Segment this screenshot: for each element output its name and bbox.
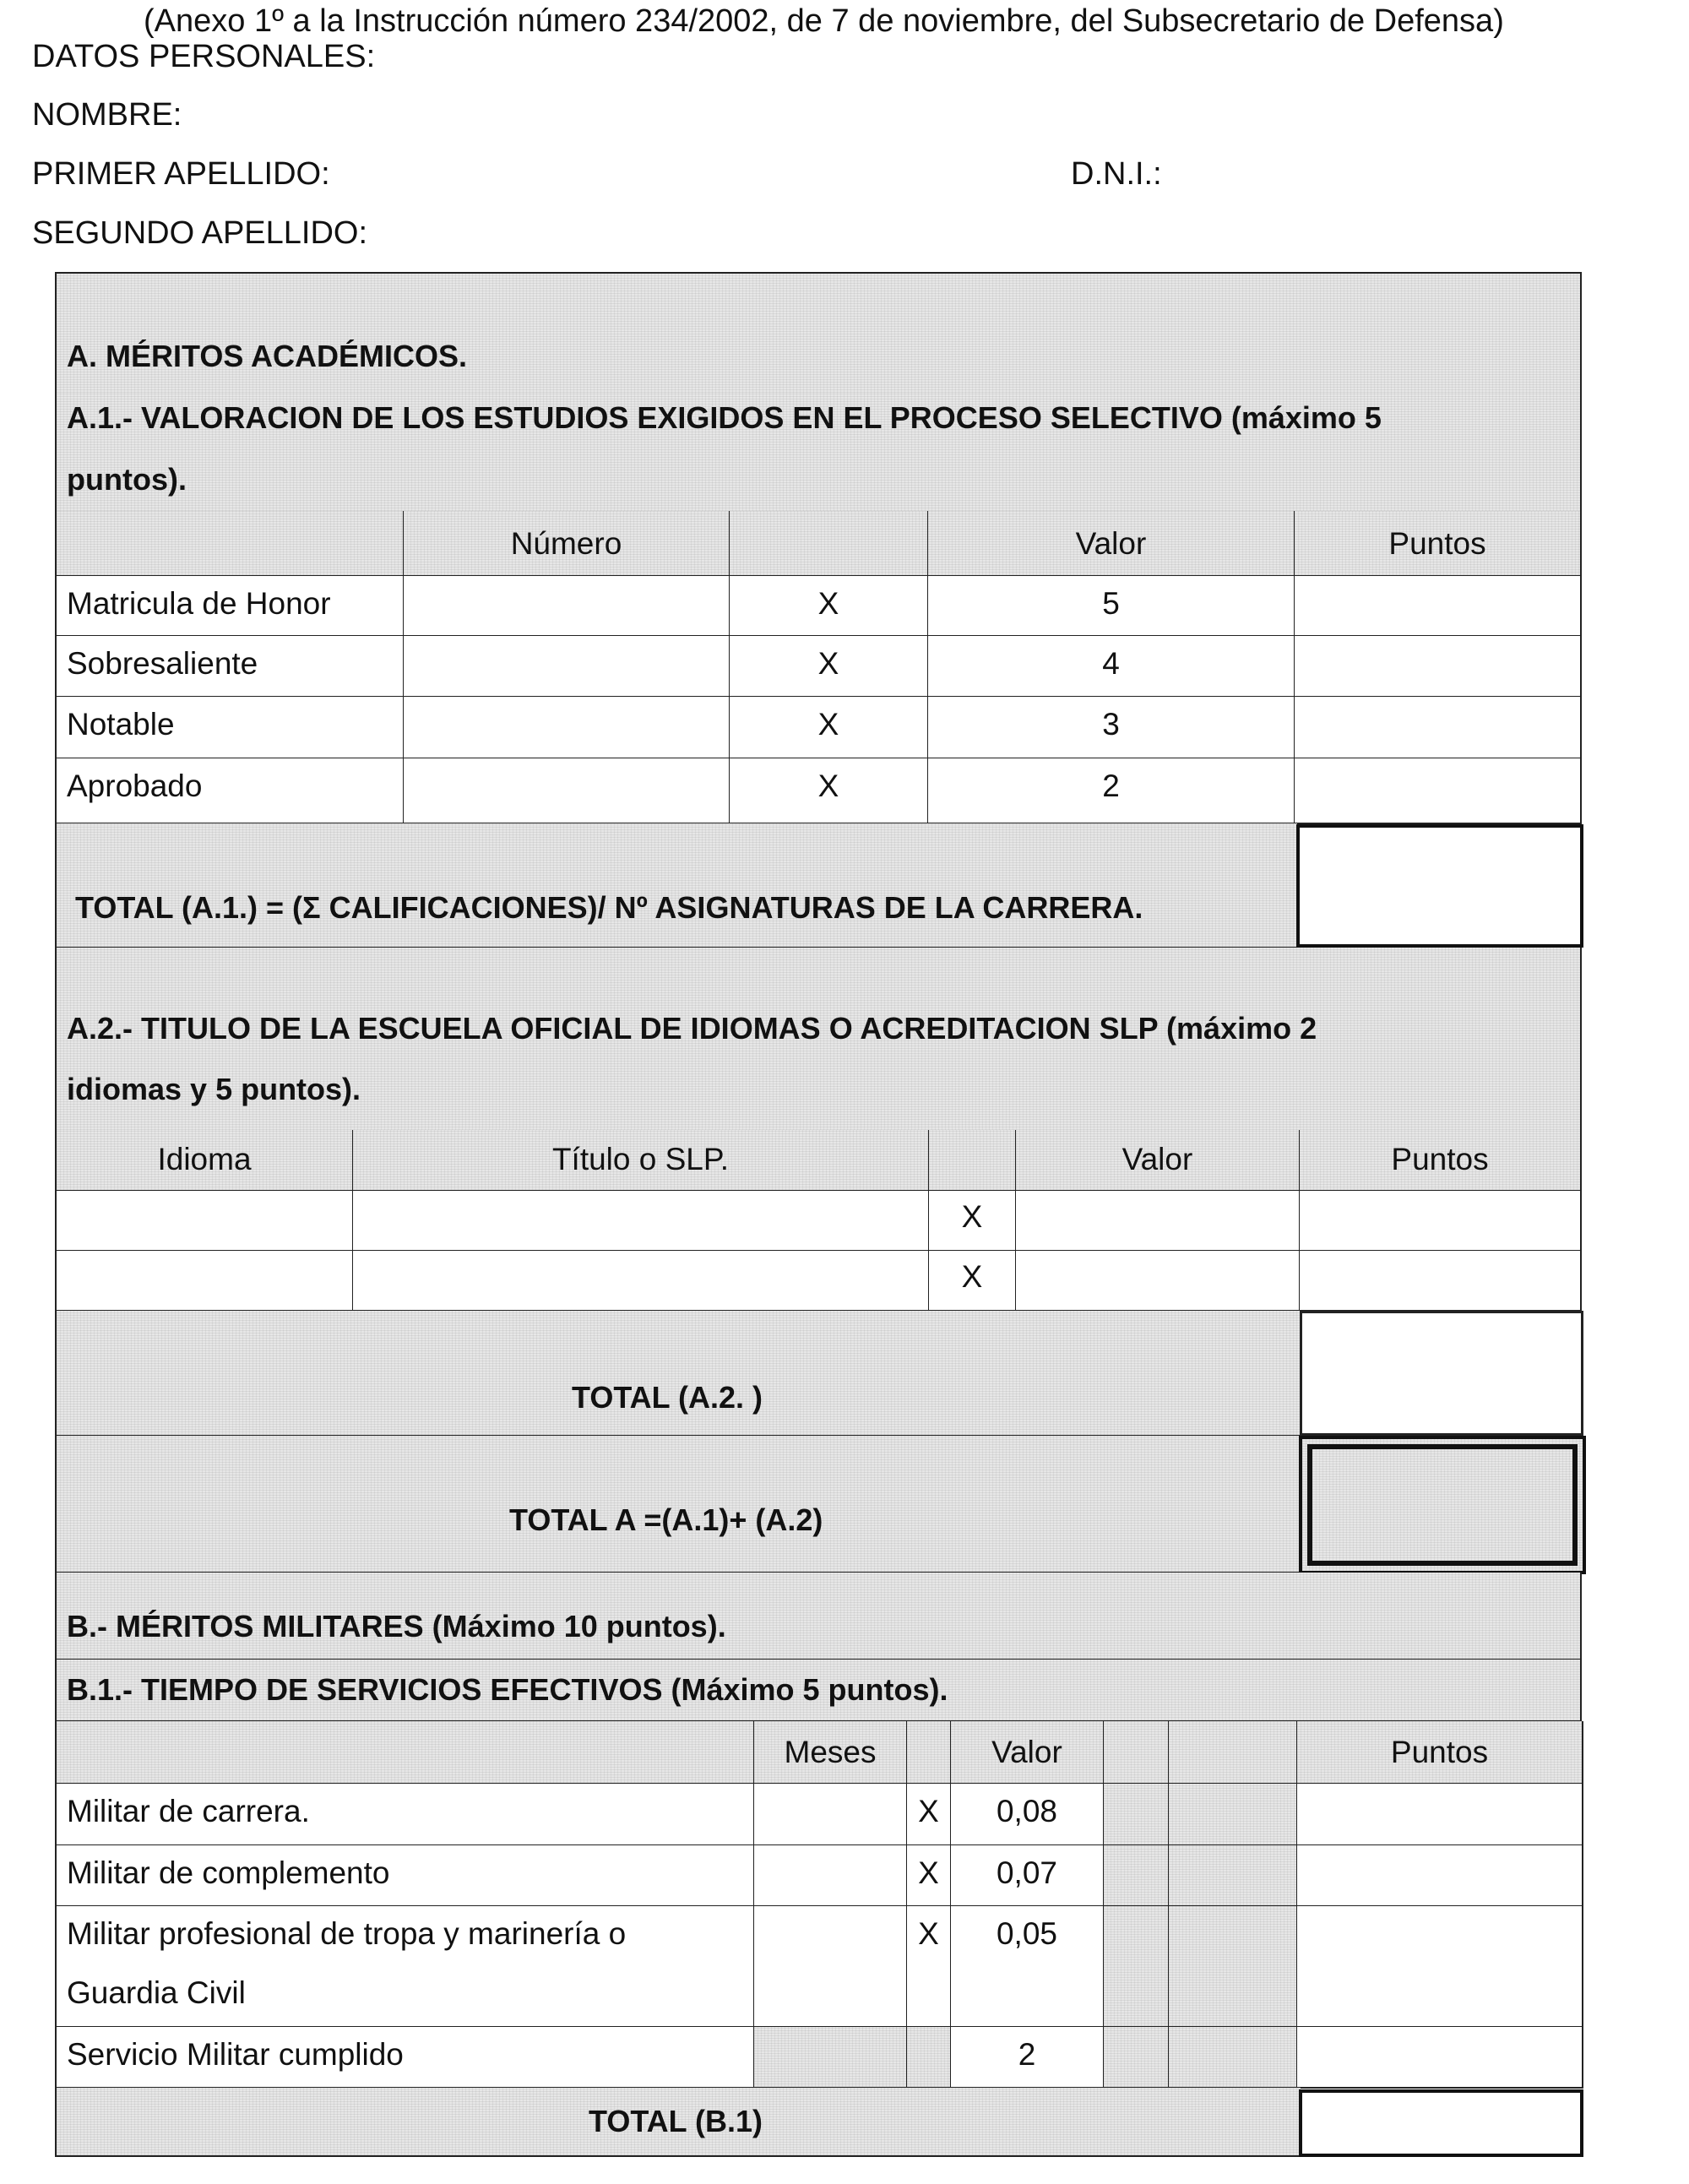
b1-col-valor: Valor [951, 1721, 1105, 1785]
valor: 0,08 [996, 1794, 1057, 1828]
puntos-input[interactable] [1297, 1784, 1583, 1846]
row-label-line2: Guardia Civil [67, 1975, 246, 2010]
multiply-x: X [817, 646, 839, 681]
a1-col-valor: Valor [928, 511, 1295, 577]
b1-total-label: TOTAL (B.1) [589, 2104, 763, 2138]
valor: 2 [1102, 769, 1120, 803]
titulo-input[interactable] [353, 1251, 930, 1312]
multiply-x: X [918, 1916, 939, 1951]
valor: 2 [1018, 2037, 1036, 2072]
a2-col-titulo: Título o SLP. [353, 1130, 930, 1192]
a1-title-line2: puntos). [67, 462, 187, 497]
a2-header [55, 948, 1582, 1132]
row-label: Militar de carrera. [67, 1794, 310, 1828]
shaded-cell [1104, 1845, 1170, 1907]
b1-col-blank-2 [1169, 1721, 1298, 1785]
segundo-apellido-label: SEGUNDO APELLIDO: [32, 215, 368, 251]
puntos-input[interactable] [1295, 636, 1582, 698]
b1-col-x [907, 1721, 952, 1785]
total-a-value-outer [1299, 1436, 1586, 1574]
valor-input[interactable] [1016, 1191, 1301, 1252]
meses-input[interactable] [754, 1845, 908, 1907]
a1-col-puntos: Puntos [1295, 511, 1582, 577]
numero-input[interactable] [404, 758, 730, 824]
section-b-header [55, 1573, 1582, 1660]
a1-total-value[interactable] [1296, 824, 1583, 948]
puntos-input[interactable] [1295, 697, 1582, 759]
valor: 0,05 [996, 1916, 1057, 1951]
idioma-input[interactable] [55, 1251, 354, 1312]
puntos-input[interactable] [1300, 1191, 1582, 1252]
shaded-cell [1104, 2027, 1170, 2089]
section-a-title: A. MÉRITOS ACADÉMICOS. [67, 339, 468, 373]
row-label-line1: Militar profesional de tropa y marinería o [67, 1916, 627, 1951]
dni-label: D.N.I.: [1071, 156, 1162, 192]
annex-note: (Anexo 1º a la Instrucción número 234/2002, de 7 de noviembre, del Subsecretario de Defensa) [144, 3, 1504, 39]
puntos-input[interactable] [1297, 1845, 1583, 1907]
valor: 3 [1102, 707, 1120, 742]
a1-total-label-cell [55, 823, 1297, 948]
valor-input[interactable] [1016, 1251, 1301, 1312]
puntos-input[interactable] [1295, 576, 1582, 637]
shaded-cell [1169, 1784, 1298, 1846]
total-a-value[interactable] [1307, 1444, 1578, 1566]
nombre-label: NOMBRE: [32, 97, 182, 133]
a2-total-label-cell [55, 1311, 1301, 1437]
titulo-input[interactable] [353, 1191, 930, 1252]
shaded-cell [1169, 1845, 1298, 1907]
a2-col-puntos: Puntos [1300, 1130, 1582, 1192]
b1-col-blank-1 [1104, 1721, 1170, 1785]
row-label: Servicio Militar cumplido [67, 2037, 404, 2072]
shaded-cell [1169, 1906, 1298, 2028]
a1-header [55, 393, 1582, 513]
multiply-x: X [817, 586, 839, 621]
multiply-x: X [918, 1855, 939, 1890]
a2-title-line1: A.2.- TITULO DE LA ESCUELA OFICIAL DE IDIOMAS O ACREDITACION SLP (máximo 2 [67, 1011, 1317, 1046]
numero-input[interactable] [404, 576, 730, 637]
row-label: Notable [67, 707, 175, 742]
puntos-input[interactable] [1300, 1251, 1582, 1312]
row-label: Sobresaliente [67, 646, 258, 681]
a1-col-x [730, 511, 929, 577]
a2-col-x [929, 1130, 1017, 1192]
row-label: Militar de complemento [67, 1855, 390, 1890]
total-a-label: TOTAL A =(A.1)+ (A.2) [509, 1502, 823, 1537]
multiply-x: X [961, 1259, 983, 1294]
b1-header [55, 1660, 1582, 1722]
valor: 0,07 [996, 1855, 1057, 1890]
valor: 4 [1102, 646, 1120, 681]
shaded-cell [754, 2027, 908, 2089]
a2-col-idioma: Idioma [55, 1130, 354, 1192]
shaded-cell [907, 2027, 952, 2089]
a2-title-line2: idiomas y 5 puntos). [67, 1072, 361, 1106]
shaded-cell [1169, 2027, 1298, 2089]
shaded-cell [1104, 1906, 1170, 2028]
a1-col-label [55, 511, 405, 577]
row-label: Aprobado [67, 769, 203, 803]
puntos-input[interactable] [1295, 758, 1582, 824]
total-a-label-cell [55, 1436, 1301, 1573]
meses-input[interactable] [754, 1784, 908, 1846]
b1-col-puntos: Puntos [1297, 1721, 1583, 1785]
b1-col-label [55, 1721, 755, 1785]
primer-apellido-label: PRIMER APELLIDO: [32, 156, 330, 192]
numero-input[interactable] [404, 697, 730, 759]
section-a-header [55, 272, 1582, 394]
row-label: Matricula de Honor [67, 586, 331, 621]
b1-col-meses: Meses [754, 1721, 908, 1785]
b1-title: B.1.- TIEMPO DE SERVICIOS EFECTIVOS (Máximo 5 puntos). [67, 1672, 948, 1707]
idioma-input[interactable] [55, 1191, 354, 1252]
a2-col-valor: Valor [1016, 1130, 1301, 1192]
multiply-x: X [817, 769, 839, 803]
multiply-x: X [961, 1199, 983, 1234]
valor: 5 [1102, 586, 1120, 621]
a1-col-numero: Número [404, 511, 730, 577]
a2-total-value[interactable] [1300, 1311, 1583, 1436]
multiply-x: X [918, 1794, 939, 1828]
a1-total-label: TOTAL (A.1.) = (Σ CALIFICACIONES)/ Nº ASIGNATURAS DE LA CARRERA. [75, 890, 1143, 925]
puntos-input[interactable] [1297, 2027, 1583, 2089]
b1-total-label-cell [55, 2088, 1301, 2157]
b1-total-value[interactable] [1299, 2089, 1583, 2157]
numero-input[interactable] [404, 636, 730, 698]
a1-title-line1: A.1.- VALORACION DE LOS ESTUDIOS EXIGIDOS EN EL PROCESO SELECTIVO (máximo 5 [67, 400, 1382, 435]
puntos-input[interactable] [1297, 1906, 1583, 2028]
meses-input[interactable] [754, 1906, 908, 2028]
section-b-title: B.- MÉRITOS MILITARES (Máximo 10 puntos). [67, 1609, 726, 1643]
shaded-cell [1104, 1784, 1170, 1846]
multiply-x: X [817, 707, 839, 742]
a2-total-label: TOTAL (A.2. ) [572, 1380, 763, 1415]
personal-data-title: DATOS PERSONALES: [32, 39, 376, 74]
